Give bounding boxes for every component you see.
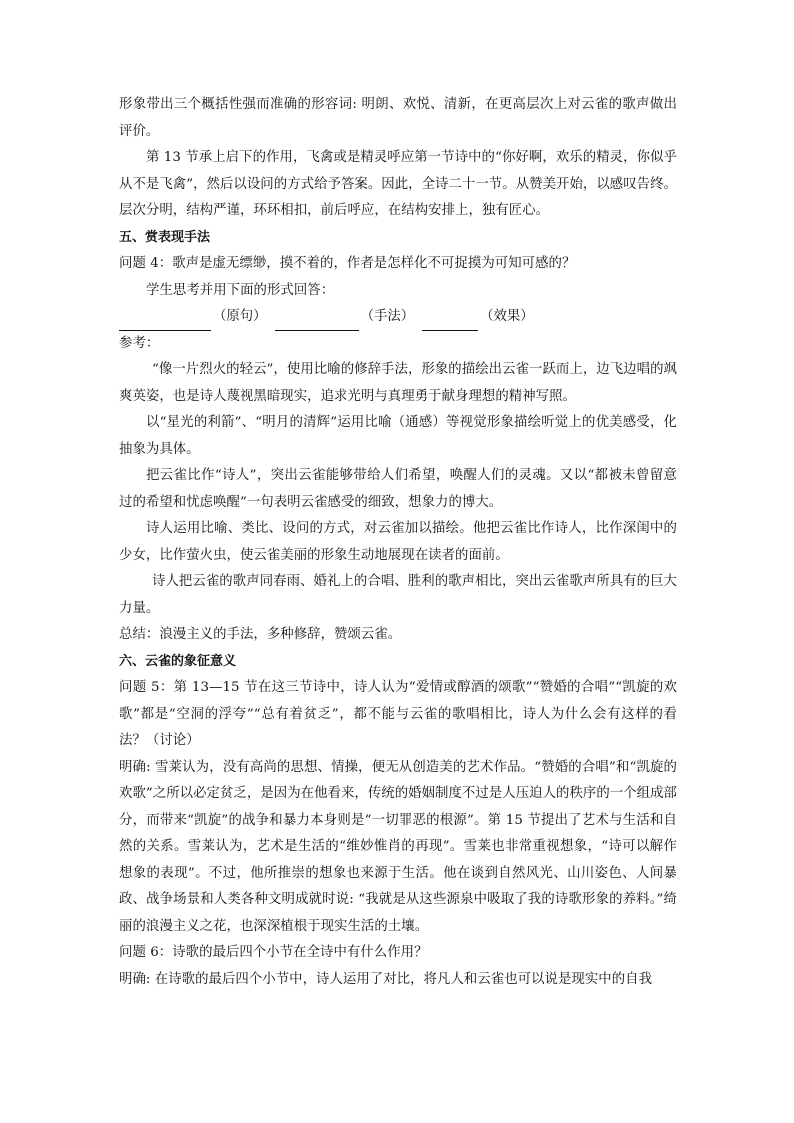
question-5: 问题 5：第 13—15 节在这三节诗中，诗人认为“爱情或醇酒的颂歌”“赞婚的合唱”“凯旋的欢歌”都是“空洞的浮夸”“总有着贫乏”，都不能与云雀的歌唱相比，诗人为什么会有这样的看法？（讨论） [119, 680, 677, 748]
blank-label-method: （手法） [360, 309, 415, 324]
blank-line [275, 314, 359, 331]
reference-item: “像一片烈火的轻云”，使用比喻的修辞手法，形象的描绘出云雀一跃而上，边飞边唱的飒爽英姿，也是诗人蔑视黑暗现实，追求光明与真理勇于献身理想的精神写照。 [119, 362, 677, 404]
reference-label: 参考： [119, 335, 160, 351]
reference-item: 以“星光的利箭”、“明月的清辉”运用比喻（通感）等视觉形象描绘听觉上的优美感受，化抽象为具体。 [119, 415, 677, 457]
reference-item: 把云雀比作“诗人”，突出云雀能够带给人们希望，唤醒人们的灵魂。又以“都被未曾留意过的希望和忧虑唤醒”一句表明云雀感受的细致，想象力的博大。 [119, 468, 677, 510]
answer-6: 明确: 在诗歌的最后四个小节中，诗人运用了对比，将凡人和云雀也可以说是现实中的自我 [119, 971, 653, 987]
section-heading: 五、赏表现手法 [119, 229, 211, 245]
section-heading: 六、云雀的象征意义 [119, 653, 237, 669]
answer-template [119, 304, 677, 331]
answer-prompt: 学生思考并用下面的形式回答： [146, 282, 335, 298]
blank-label-original: （原句） [213, 309, 267, 324]
reference-item: 诗人把云雀的歌声同春雨、婚礼上的合唱、胜利的歌声相比，突出云雀歌声所具有的巨大力量。 [119, 574, 677, 616]
question-4: 问题 4：歌声是虚无缥缈，摸不着的，作者是怎样化不可捉摸为可知可感的？ [119, 256, 576, 271]
reference-item: 诗人运用比喻、类比、设问的方式，对云雀加以描绘。他把云雀比作诗人，比作深闺中的少女，比作萤火虫，使云雀美丽的形象生动地展现在读者的面前。 [119, 521, 677, 563]
paragraph: 形象带出三个概括性强而准确的形容词: 明朗、欢悦、清新，在更高层次上对云雀的歌声做出评价。 [119, 97, 677, 139]
summary: 总结：浪漫主义的手法，多种修辞，赞颂云雀。 [119, 627, 402, 642]
paragraph: 第 13 节承上启下的作用，飞禽或是精灵呼应第一节诗中的“你好啊，欢乐的精灵，你似乎从不是飞禽”，然后以设问的方式给予答案。因此，全诗二十一节。从赞美开始，以感叹告终。层次分明，结构严谨，环环相扣，前后呼应，在结构安排上，独有匠心。 [119, 150, 677, 218]
blank-line [119, 314, 211, 331]
blank-line [422, 314, 478, 331]
question-6: 问题 6：诗歌的最后四个小节在全诗中有什么作用？ [119, 945, 428, 960]
blank-label-effect: （效果） [480, 309, 534, 324]
answer-5: 明确: 雪莱认为，没有高尚的思想、情操，便无从创造美的艺术作品。“赞婚的合唱”和“凯旋的欢歌”之所以必定贫乏，是因为在他看来，传统的婚姻制度不过是人压迫人的秩序的一个组成部分，而带来“凯旋”的战争和暴力本身则是“一切罪恶的根源”。第 15 节提出了艺术与生活和自然的关系。雪莱认为，艺术是生活的“维妙惟肖的再现”。雪莱也非常重视想象，“诗可以解作想象的表现”。不过，他所推崇的想象也来源于生活。他在谈到自然风光、山川姿色、人间暴政、战争场景和人类各种文明成就时说: “我就是从这些源泉中吸取了我的诗歌形象的养料。”绮丽的浪漫主义之花，也深深植根于现实生活的土壤。 [119, 759, 677, 934]
document-body [119, 92, 677, 993]
